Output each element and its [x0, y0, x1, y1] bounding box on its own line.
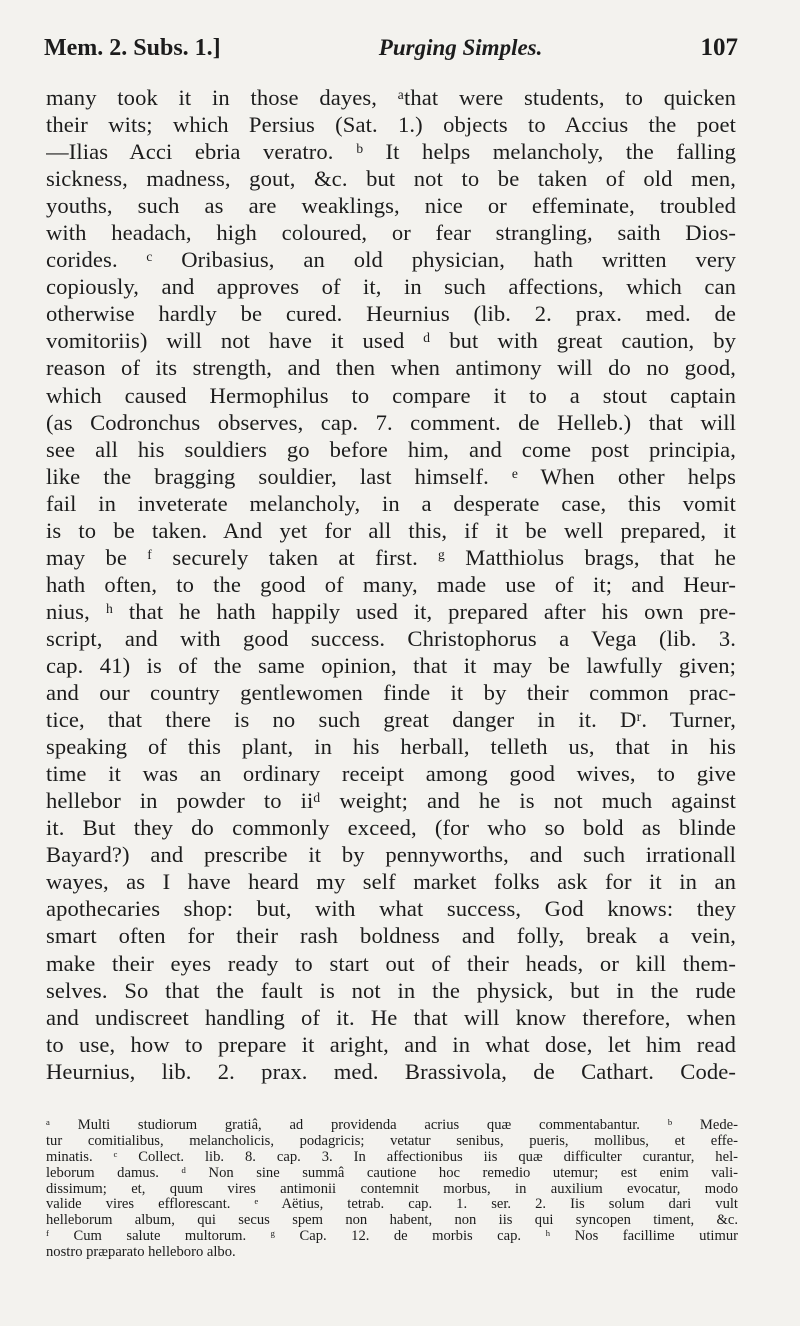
footnote-line: helleborum album, qui secus spem non habent, non iis qui syncopen timent, &c. — [46, 1213, 738, 1229]
body-line: sickness, madness, gout, &c. but not to be taken of old men, — [46, 166, 736, 192]
body-line: reason of its strength, and then when antimony will do no good, — [46, 355, 736, 381]
body-line: copiously, and approves of it, in such affections, which can — [46, 274, 736, 300]
body-line: to use, how to prepare it aright, and in what dose, let him read — [46, 1031, 736, 1057]
body-line: tice, that there is no such great danger in it. Dʳ. Turner, — [46, 707, 736, 733]
footnote-line: valide vires efflorescant. ᵉ Aëtius, tetrab. cap. 1. ser. 2. Iis solum dari vult — [46, 1197, 738, 1213]
body-line: hath often, to the good of many, made use of it; and Heur- — [46, 571, 736, 597]
footnote-line: leborum damus. ᵈ Non sine summâ cautione hoc remedio utemur; est enim vali- — [46, 1165, 738, 1181]
body-line: —Ilias Acci ebria veratro. ᵇ It helps melancholy, the falling — [46, 139, 736, 165]
body-line: which caused Hermophilus to compare it to a stout captain — [46, 382, 736, 408]
body-line: vomitoriis) will not have it used ᵈ but with great caution, by — [46, 328, 736, 354]
running-header — [44, 34, 738, 62]
body-line: see all his souldiers go before him, and come post principia, — [46, 436, 736, 462]
body-line: time it was an ordinary receipt among good wives, to give — [46, 761, 736, 787]
body-line: speaking of this plant, in his herball, telleth us, that in his — [46, 734, 736, 760]
body-line: their wits; which Persius (Sat. 1.) objects to Accius the poet — [46, 112, 736, 138]
header-section: Mem. 2. Subs. 1.] — [44, 35, 221, 61]
body-line: it. But they do commonly exceed, (for who so bold as blinde — [46, 815, 736, 841]
body-line: and undiscreet handling of it. He that will know therefore, when — [46, 1004, 736, 1030]
body-line: smart often for their rash boldness and folly, break a vein, — [46, 923, 736, 949]
body-line: (as Codronchus observes, cap. 7. comment. de Helleb.) that will — [46, 409, 736, 435]
body-line: is to be taken. And yet for all this, if it be well prepared, it — [46, 517, 736, 543]
body-line: make their eyes ready to start out of their heads, or kill them- — [46, 950, 736, 976]
footnote-line: ᵃ Multi studiorum gratiâ, ad providenda acrius quæ commentabantur. ᵇ Mede- — [46, 1118, 738, 1133]
header-title: Purging Simples. — [378, 35, 543, 60]
body-line: Heurnius, lib. 2. prax. med. Brassivola, de Cathart. Code- — [46, 1058, 736, 1084]
body-line: Bayard?) and prescribe it by pennyworths, and such irrationall — [46, 842, 736, 868]
body-line: hellebor in powder to iiᵈ weight; and he is not much against — [46, 788, 736, 814]
body-line: fail in inveterate melancholy, in a desperate case, this vomit — [46, 490, 736, 516]
body-line: with headach, high coloured, or fear strangling, saith Dios- — [46, 220, 736, 246]
page-number: 107 — [700, 34, 738, 61]
body-line: cap. 41) is of the same opinion, that it may be lawfully given; — [46, 652, 736, 678]
body-line: nius, ʰ that he hath happily used it, prepared after his own pre- — [46, 598, 736, 624]
body-line: and our country gentlewomen finde it by their common prac- — [46, 680, 736, 706]
footnote-line: minatis. ᶜ Collect. lib. 8. cap. 3. In affectionibus iis quæ difficulter curantur, hel- — [46, 1149, 738, 1165]
body-line: selves. So that the fault is not in the physick, but in the rude — [46, 977, 736, 1003]
body-line: wayes, as I have heard my self market folks ask for it in an — [46, 869, 736, 895]
body-line: script, and with good success. Christophorus a Vega (lib. 3. — [46, 625, 736, 651]
footnote-line: nostro præparato helleboro albo. — [46, 1245, 236, 1261]
body-line: corides. ᶜ Oribasius, an old physician, hath written very — [46, 247, 736, 273]
body-line: like the bragging souldier, last himself. ᵉ When other helps — [46, 463, 736, 489]
footnotes — [46, 1118, 738, 1261]
body-line: many took it in those dayes, ᵃthat were students, to quicken — [46, 85, 736, 110]
body-line: otherwise hardly be cured. Heurnius (lib. 2. prax. med. de — [46, 301, 736, 327]
body-line: apothecaries shop: but, with what success, God knows: they — [46, 896, 736, 922]
footnote-line: ᶠ Cum salute multorum. ᵍ Cap. 12. de morbis cap. ʰ Nos facillime utimur — [46, 1229, 738, 1245]
footnote-line: dissimum; et, quum vires antimonii contemnit morbus, in auxilium evocatur, modo — [46, 1181, 738, 1197]
body-line: youths, such as are weaklings, nice or effeminate, troubled — [46, 193, 736, 219]
body-text — [46, 84, 736, 1085]
footnote-line: tur comitialibus, melancholicis, podagricis; vetatur senibus, pueris, mollibus, et effe- — [46, 1133, 738, 1149]
body-line: may be ᶠ securely taken at first. ᵍ Matthiolus brags, that he — [46, 544, 736, 570]
